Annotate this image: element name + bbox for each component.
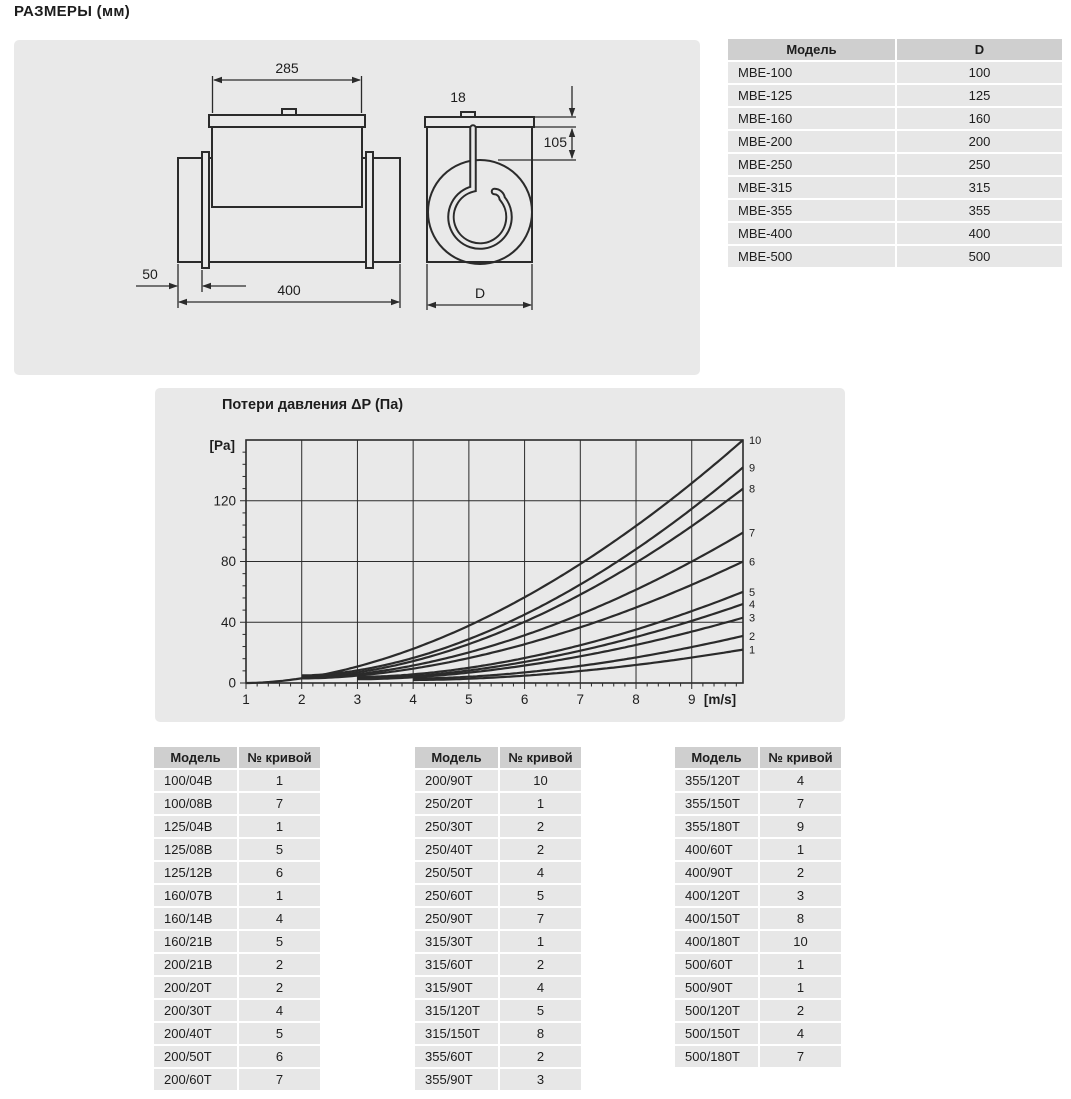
cell: 6 (237, 1046, 320, 1067)
cell: 200/30Т (154, 1000, 237, 1021)
curve-number-label: 3 (749, 612, 756, 625)
cell: 125 (895, 85, 1062, 106)
cell: 3 (758, 885, 841, 906)
table-row (675, 839, 841, 860)
cell: 4 (758, 770, 841, 791)
cell: 250/90Т (415, 908, 498, 929)
cell: 125/12В (154, 862, 237, 883)
cell: 200/40Т (154, 1023, 237, 1044)
cell: МВЕ-355 (728, 200, 895, 221)
cell: 315 (895, 177, 1062, 198)
curve-number-label: 6 (749, 556, 756, 569)
table-row (675, 1000, 841, 1021)
table-row (415, 1023, 581, 1044)
x-tick-label: 6 (520, 692, 529, 707)
table-row (415, 1069, 581, 1090)
cell: 2 (498, 954, 581, 975)
table-header-row (675, 747, 841, 768)
cell: 500/90Т (675, 977, 758, 998)
y-tick-label: 120 (213, 493, 236, 509)
curve-number-label: 8 (749, 483, 756, 496)
cell: 400/90Т (675, 862, 758, 883)
table-row (415, 954, 581, 975)
cell: 2 (758, 862, 841, 883)
table-header-row (415, 747, 581, 768)
dim-box-height-label: 105 (543, 134, 567, 150)
cell: 1 (498, 793, 581, 814)
curve-number-label: 10 (749, 435, 762, 447)
cell: 2 (237, 977, 320, 998)
cell: 355/60Т (415, 1046, 498, 1067)
cell: 200/60Т (154, 1069, 237, 1090)
curve-number-label: 1 (749, 644, 756, 657)
dim-flange-offset-label: 50 (142, 266, 158, 282)
table-row (728, 177, 1062, 198)
table-row (728, 246, 1062, 267)
table-row (675, 931, 841, 952)
dim-lid-height-label: 18 (450, 89, 466, 105)
table-row (415, 931, 581, 952)
table-row (728, 108, 1062, 129)
cell: 500 (895, 246, 1062, 267)
cell: 2 (498, 816, 581, 837)
cell: МВЕ-250 (728, 154, 895, 175)
dimensions-drawing-panel (14, 40, 700, 375)
cell: 400/150Т (675, 908, 758, 929)
pressure-loss-chart-svg (155, 408, 845, 720)
cell: 355/120Т (675, 770, 758, 791)
table-row (154, 862, 320, 883)
cell: 8 (498, 1023, 581, 1044)
cell: 10 (498, 770, 581, 791)
cell: 2 (498, 839, 581, 860)
cell: 9 (758, 816, 841, 837)
table-row (154, 1046, 320, 1067)
heating-element-core (451, 128, 509, 246)
table-row (154, 1069, 320, 1090)
cell: МВЕ-100 (728, 62, 895, 83)
table-row (415, 908, 581, 929)
table-row (415, 816, 581, 837)
cell: 125/04В (154, 816, 237, 837)
table-row (154, 954, 320, 975)
table-row (415, 1000, 581, 1021)
x-axis-unit-label: [m/s] (703, 692, 737, 707)
cell: 400/60Т (675, 839, 758, 860)
cell: 200 (895, 131, 1062, 152)
flange-left (202, 152, 209, 268)
cell: 10 (758, 931, 841, 952)
table-row (154, 885, 320, 906)
table-row (675, 885, 841, 906)
curve-table-1 (154, 745, 320, 1092)
cell: 200/50Т (154, 1046, 237, 1067)
table-row (728, 223, 1062, 244)
cell: 125/08В (154, 839, 237, 860)
curve-number-label: 9 (749, 462, 756, 475)
x-tick-label: 5 (465, 692, 473, 707)
cell: 250/20Т (415, 793, 498, 814)
data-table (728, 37, 1062, 269)
x-tick-label: 2 (297, 692, 306, 707)
column-header: D (895, 39, 1062, 60)
data-table (675, 745, 841, 1069)
terminal-box-lid (209, 115, 365, 127)
cell: 160/14В (154, 908, 237, 929)
curve-number-label: 4 (749, 599, 756, 612)
table-row (415, 770, 581, 791)
cell: 500/180Т (675, 1046, 758, 1067)
cell: 4 (498, 862, 581, 883)
curve-number-label: 2 (749, 630, 756, 643)
y-tick-label: 80 (220, 554, 236, 569)
cell: 1 (237, 816, 320, 837)
model-d-table (728, 37, 1062, 269)
cell: 200/90Т (415, 770, 498, 791)
cell: МВЕ-125 (728, 85, 895, 106)
heating-element-outline (451, 128, 509, 246)
cell: 2 (758, 1000, 841, 1021)
x-tick-label: 9 (687, 692, 696, 707)
cell: МВЕ-500 (728, 246, 895, 267)
cell: 8 (758, 908, 841, 929)
chart-title: Потери давления ΔP (Па) (222, 397, 404, 413)
table-row (675, 1046, 841, 1067)
table-row (415, 977, 581, 998)
table-row (675, 770, 841, 791)
cell: 4 (758, 1023, 841, 1044)
terminal-box (212, 122, 362, 207)
cell: 250/60Т (415, 885, 498, 906)
table-row (154, 1000, 320, 1021)
cell: 500/120Т (675, 1000, 758, 1021)
column-header: Модель (415, 747, 498, 768)
cell: 1 (758, 954, 841, 975)
cell: 200/20Т (154, 977, 237, 998)
table-row (675, 862, 841, 883)
cell: 4 (237, 1000, 320, 1021)
cell: 4 (498, 977, 581, 998)
cell: 250/40Т (415, 839, 498, 860)
cell: 100 (895, 62, 1062, 83)
dim-duct-length-label: 400 (277, 282, 301, 298)
cell: 500/150Т (675, 1023, 758, 1044)
cell: 355/180Т (675, 816, 758, 837)
column-header: Модель (154, 747, 237, 768)
x-tick-label: 1 (242, 692, 250, 707)
x-tick-label: 7 (576, 692, 585, 707)
cell: МВЕ-315 (728, 177, 895, 198)
dim-diameter-label: D (474, 285, 486, 301)
cell: 400 (895, 223, 1062, 244)
pressure-curve-6 (302, 562, 743, 679)
table-row (728, 154, 1062, 175)
x-tick-label: 8 (632, 692, 640, 707)
page-title: РАЗМЕРЫ (мм) (14, 3, 131, 20)
table-row (415, 839, 581, 860)
table-row (154, 793, 320, 814)
table-row (728, 85, 1062, 106)
cell: 2 (237, 954, 320, 975)
lid-tab (282, 109, 296, 115)
cell: МВЕ-160 (728, 108, 895, 129)
table-row (728, 62, 1062, 83)
cell: 4 (237, 908, 320, 929)
cell: 315/150Т (415, 1023, 498, 1044)
curve-number-label: 7 (749, 527, 756, 540)
front-lid-tab (461, 112, 475, 117)
table-row (415, 793, 581, 814)
cell: 3 (498, 1069, 581, 1090)
curve-number-label: 5 (749, 586, 756, 599)
column-header: № кривой (237, 747, 320, 768)
cell: 400/120Т (675, 885, 758, 906)
cell: 5 (498, 1000, 581, 1021)
y-tick-label: 40 (220, 614, 236, 630)
table-row (154, 839, 320, 860)
table-row (415, 1046, 581, 1067)
table-row (675, 977, 841, 998)
cell: 250 (895, 154, 1062, 175)
cell: 100/04В (154, 770, 237, 791)
table-row (675, 793, 841, 814)
table-row (154, 770, 320, 791)
table-header-row (154, 747, 320, 768)
x-tick-label: 4 (409, 692, 417, 707)
cell: 5 (237, 839, 320, 860)
pressure-curve-8 (302, 489, 743, 677)
front-view (425, 112, 534, 264)
cell: 315/60Т (415, 954, 498, 975)
cell: 1 (758, 839, 841, 860)
cell: 315/120Т (415, 1000, 498, 1021)
cell: 160 (895, 108, 1062, 129)
table-row (675, 954, 841, 975)
cell: 250/50Т (415, 862, 498, 883)
cell: 100/08В (154, 793, 237, 814)
column-header: № кривой (498, 747, 581, 768)
table-row (675, 1023, 841, 1044)
column-header: Модель (728, 39, 895, 60)
table-row (728, 200, 1062, 221)
column-header: Модель (675, 747, 758, 768)
cell: 1 (237, 885, 320, 906)
cell: 7 (498, 908, 581, 929)
cell: 160/21В (154, 931, 237, 952)
cell: 315/30Т (415, 931, 498, 952)
table-row (154, 816, 320, 837)
pressure-curve-7 (302, 533, 743, 678)
cell: 1 (498, 931, 581, 952)
cell: 400/180Т (675, 931, 758, 952)
table-header-row (728, 39, 1062, 60)
cell: 5 (237, 931, 320, 952)
data-table (415, 745, 581, 1092)
table-row (675, 816, 841, 837)
cell: 5 (498, 885, 581, 906)
curve-table-2 (415, 745, 581, 1092)
cell: 1 (758, 977, 841, 998)
data-table (154, 745, 320, 1092)
cell: 7 (758, 793, 841, 814)
cell: 7 (758, 1046, 841, 1067)
table-row (415, 885, 581, 906)
cell: 6 (237, 862, 320, 883)
cell: 500/60Т (675, 954, 758, 975)
table-row (415, 862, 581, 883)
table-row (728, 131, 1062, 152)
front-lid (425, 117, 534, 127)
y-axis-unit-label: [Pa] (209, 438, 235, 453)
casing-front (427, 127, 532, 262)
x-tick-label: 3 (353, 692, 362, 707)
cell: 7 (237, 793, 320, 814)
cell: 5 (237, 1023, 320, 1044)
cell: 250/30Т (415, 816, 498, 837)
cell: 2 (498, 1046, 581, 1067)
y-tick-label: 0 (228, 675, 236, 691)
cell: 355/150Т (675, 793, 758, 814)
table-row (675, 908, 841, 929)
dimensions-drawing (14, 40, 700, 375)
table-row (154, 977, 320, 998)
table-row (154, 1023, 320, 1044)
cell: 355/90Т (415, 1069, 498, 1090)
cell: 200/21В (154, 954, 237, 975)
dim-box-width-label: 285 (275, 60, 299, 76)
flange-right (366, 152, 373, 268)
side-view (178, 109, 400, 268)
cell: 160/07В (154, 885, 237, 906)
cell: 315/90Т (415, 977, 498, 998)
cell: 1 (237, 770, 320, 791)
column-header: № кривой (758, 747, 841, 768)
table-row (154, 931, 320, 952)
cell: МВЕ-400 (728, 223, 895, 244)
cell: 7 (237, 1069, 320, 1090)
pressure-loss-chart-panel (155, 388, 845, 722)
curve-table-3 (675, 745, 841, 1069)
table-row (154, 908, 320, 929)
cell: 355 (895, 200, 1062, 221)
cell: МВЕ-200 (728, 131, 895, 152)
